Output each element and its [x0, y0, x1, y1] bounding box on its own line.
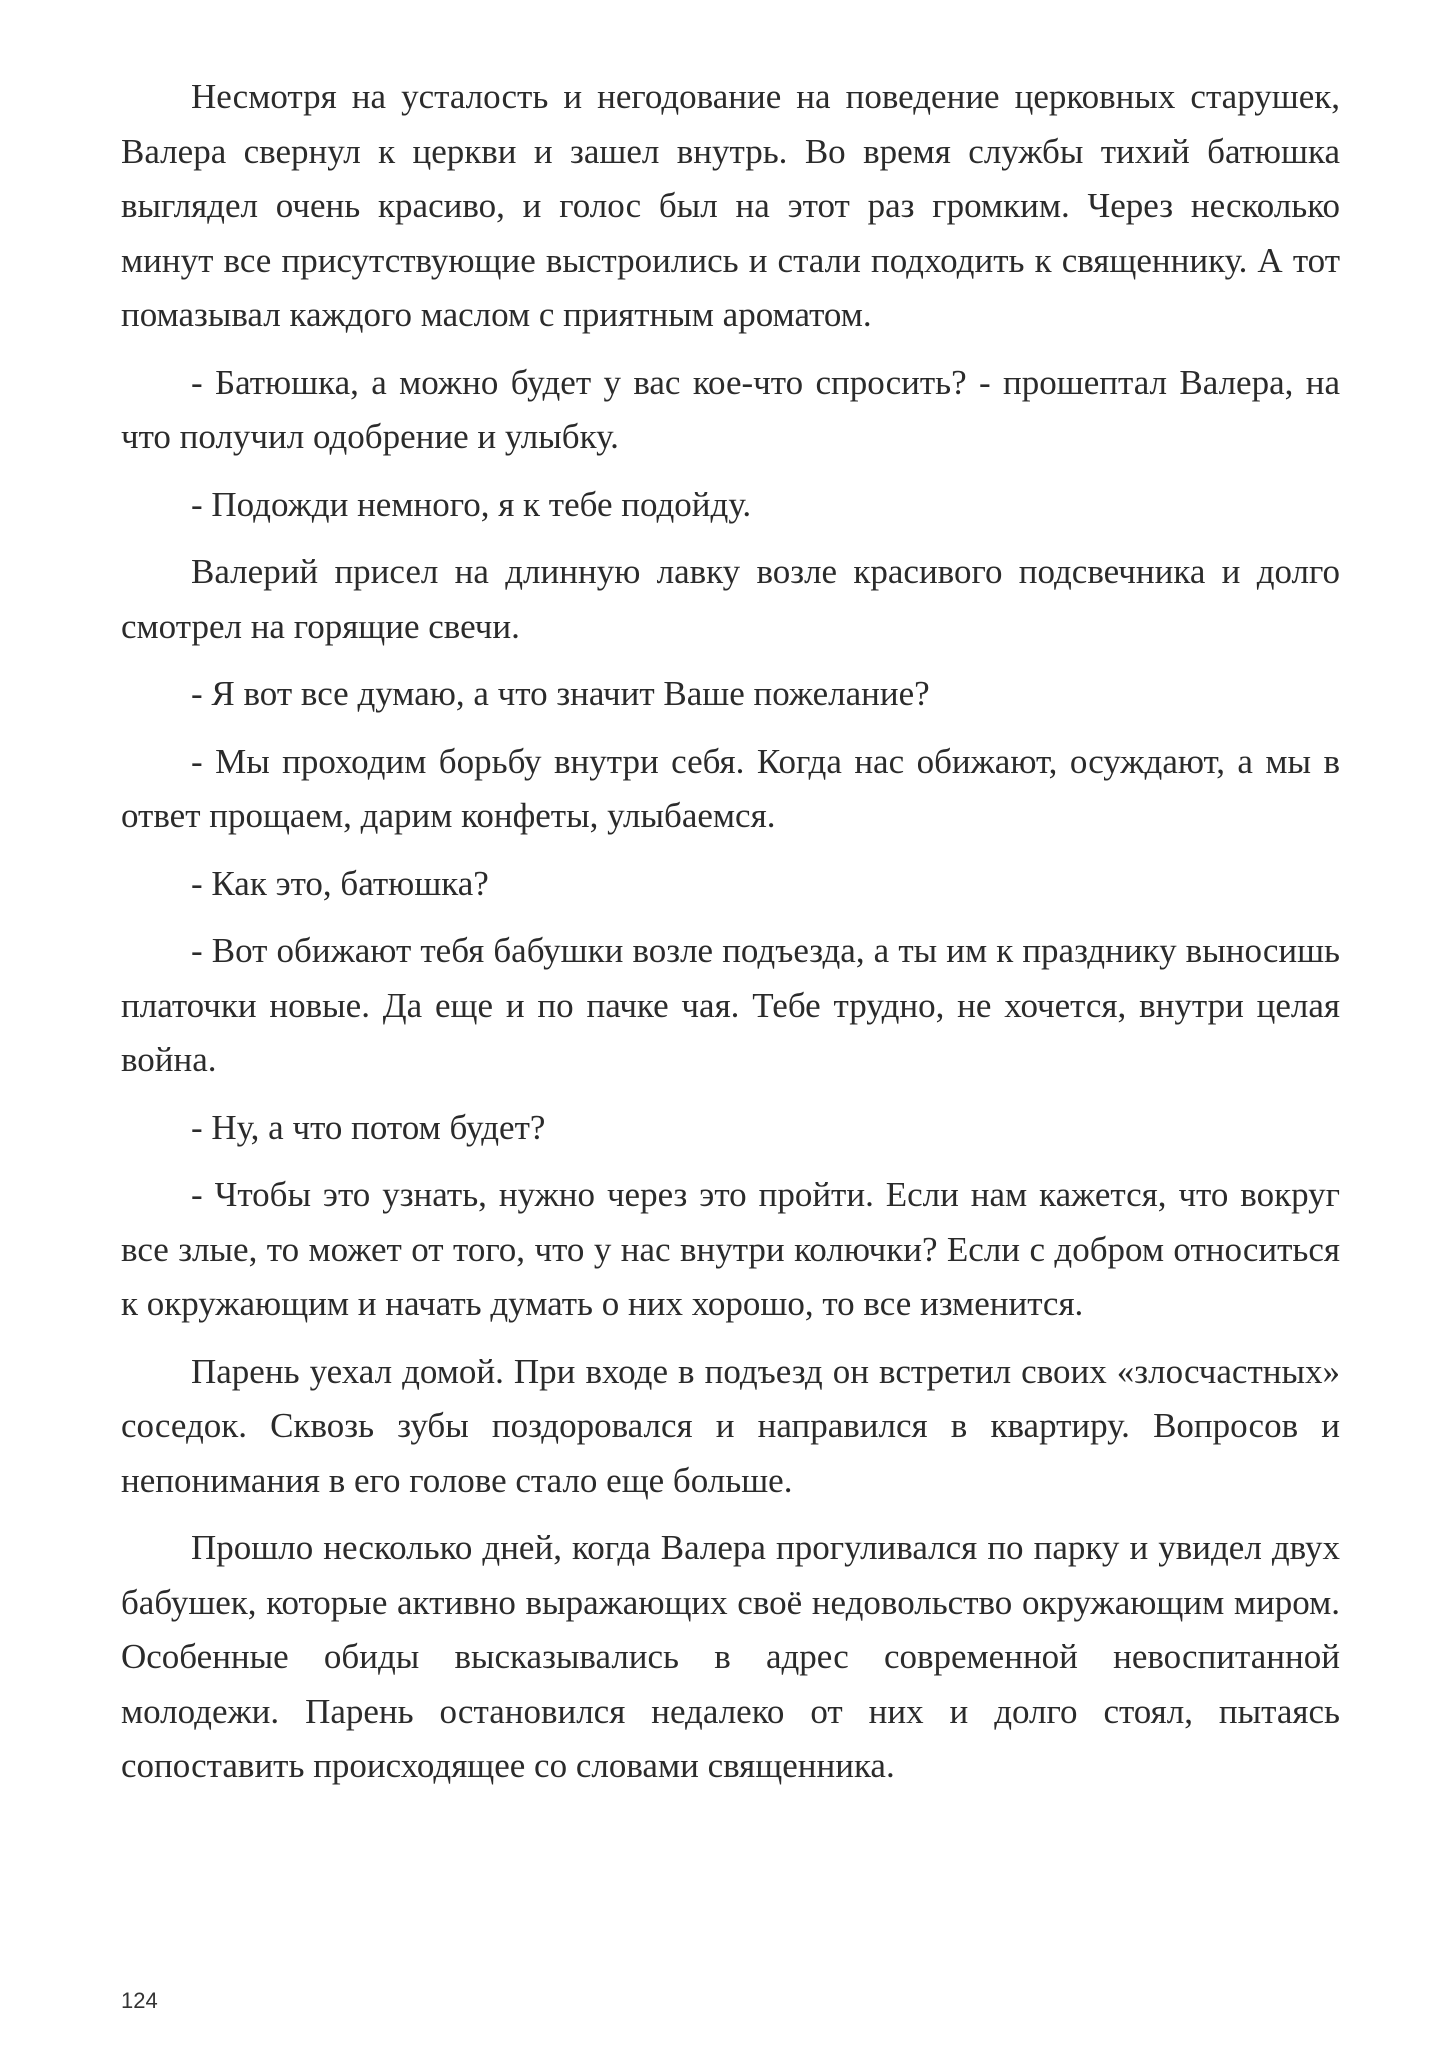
- paragraph: Валерий присел на длинную лавку возле красивого подсвечника и долго смотрел на горящие свечи.: [121, 552, 1340, 646]
- paragraph: - Батюшка, а можно будет у вас кое-что спросить? - прошептал Валера, на что получил одобрение и улыбку.: [121, 362, 1340, 456]
- paragraph: - Ну, а что потом будет?: [191, 1107, 546, 1147]
- page-number: 124: [121, 1988, 158, 2013]
- paragraph: Парень уехал домой. При входе в подъезд он встретил своих «злосчастных» соседок. Сквозь зубы поздоровался и направился в квартиру. Вопросов и непонимания в его голове стало еще больше.: [121, 1351, 1340, 1500]
- paragraph: Прошло несколько дней, когда Валера прогуливался по парку и увидел двух бабушек, которые активно выражающих своё недовольство окружающим миром. Особенные обиды высказывались в адрес современной невоспитанной молодежи. Парень остановился недалеко от них и долго стоял, пытаясь сопоставить происходящее со словами священника.: [121, 1528, 1340, 1785]
- paragraph: - Вот обижают тебя бабушки возле подъезда, а ты им к празднику выносишь платочки новые. Да еще и по пачке чая. Тебе трудно, не хочется, внутри целая война.: [121, 931, 1340, 1079]
- paragraph: Несмотря на усталость и негодование на поведение церковных старушек, Валера свернул к церкви и зашел внутрь. Во время службы тихий батюшка выглядел очень красиво, и голос был на этот раз громким. Через несколько минут все присутствующие выстроились и стали подходить к священнику. А тот помазывал каждого маслом с приятным ароматом.: [121, 77, 1340, 334]
- paragraph: - Я вот все думаю, а что значит Ваше пожелание?: [191, 674, 930, 713]
- body-text: [121, 70, 1340, 1807]
- paragraph: - Мы проходим борьбу внутри себя. Когда нас обижают, осуждают, а мы в ответ прощаем, дарим конфеты, улыбаемся.: [121, 741, 1340, 835]
- paragraph: - Как это, батюшка?: [191, 863, 489, 903]
- paragraph: - Чтобы это узнать, нужно через это пройти. Если нам кажется, что вокруг все злые, то может от того, что у нас внутри колючки? Если с добром относиться к окружающим и начать думать о них хорошо, то все изменится.: [121, 1175, 1340, 1323]
- paragraph: - Подожди немного, я к тебе подойду.: [191, 484, 752, 524]
